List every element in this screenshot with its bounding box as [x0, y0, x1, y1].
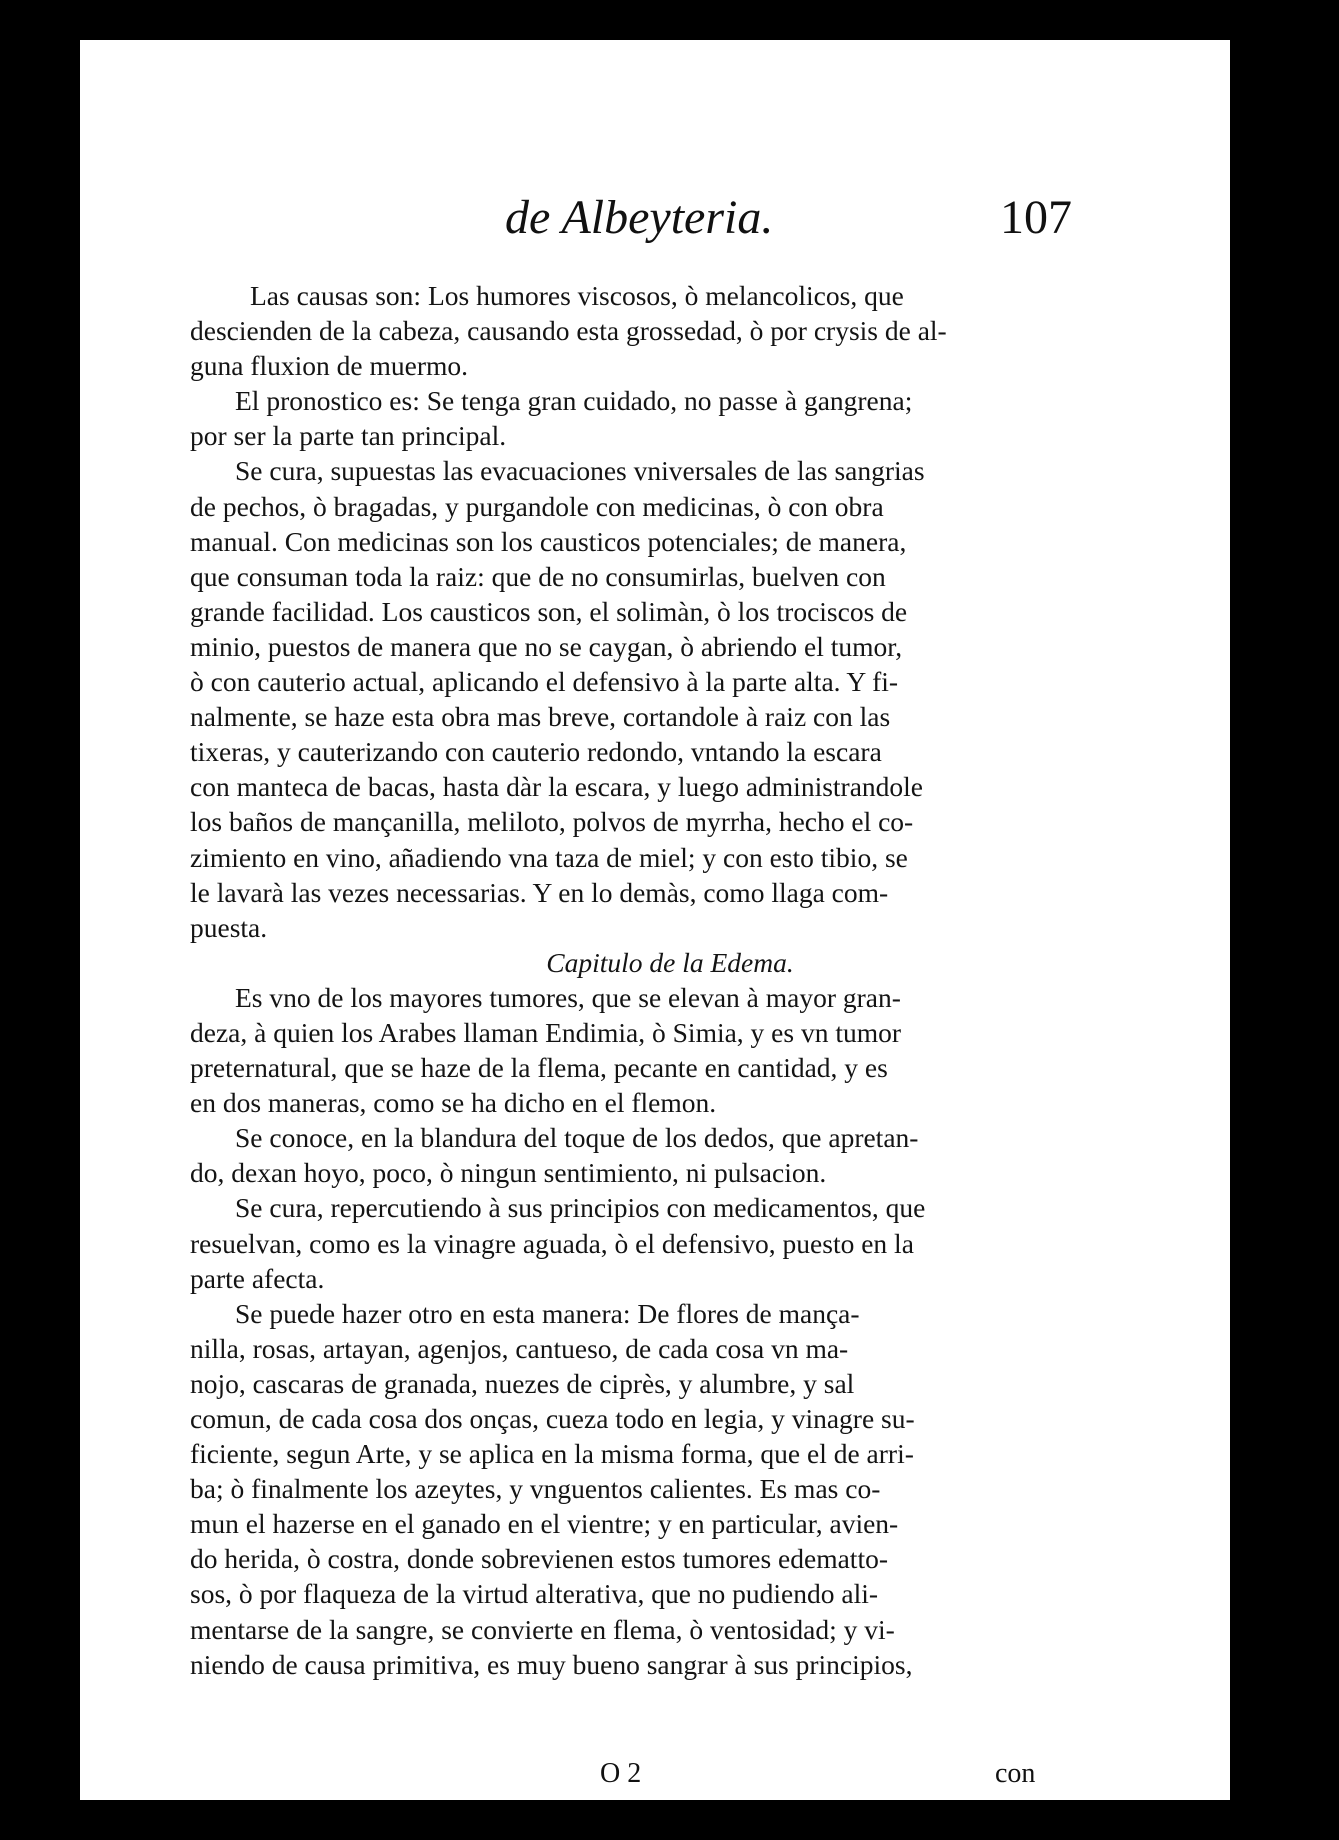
- text-line: grande facilidad. Los causticos son, el solimàn, ò los trociscos de: [190, 595, 908, 627]
- text-line: nilla, rosas, artayan, agenjos, cantueso, de cada cosa vn ma-: [190, 1332, 849, 1364]
- text-line: deza, à quien los Arabes llaman Endimia, ò Simia, y es vn tumor: [190, 1016, 902, 1048]
- chapter-heading: Capitulo de la Edema.: [546, 946, 794, 978]
- text-line: de pechos, ò bragadas, y purgandole con medicinas, ò con obra: [190, 490, 884, 522]
- text-line: do, dexan hoyo, poco, ò ningun sentimiento, ni pulsacion.: [190, 1157, 827, 1189]
- text-line: Se cura, repercutiendo à sus principios con medicamentos, que: [235, 1192, 926, 1224]
- text-line: parte afecta.: [190, 1262, 325, 1294]
- text-line: nalmente, se haze esta obra mas breve, cortandole à raiz con las: [190, 701, 891, 733]
- text-line: zimiento en vino, añadiendo vna taza de miel; y con esto tibio, se: [190, 841, 908, 873]
- text-line: mentarse de la sangre, se convierte en flema, ò ventosidad; y vi-: [190, 1613, 895, 1645]
- text-line: do herida, ò costra, donde sobrevienen estos tumores edematto-: [190, 1543, 888, 1575]
- text-line: con manteca de bacas, hasta dàr la escara, y luego administrandole: [190, 771, 924, 803]
- signature-mark: O 2: [600, 1758, 642, 1789]
- catchword: con: [995, 1758, 1036, 1789]
- text-line: guna fluxion de muermo.: [190, 350, 468, 382]
- text-line: por ser la parte tan principal.: [190, 420, 507, 452]
- body-text: [190, 278, 1150, 1682]
- page-number: 107: [1000, 191, 1072, 244]
- text-line: manual. Con medicinas son los causticos potenciales; de manera,: [190, 525, 907, 557]
- text-line: mun el hazerse en el ganado en el vientre; y en particular, avien-: [190, 1508, 899, 1540]
- text-line: ficiente, segun Arte, y se aplica en la misma forma, que el de arri-: [190, 1438, 914, 1470]
- text-line: nojo, cascaras de granada, nuezes de ciprès, y alumbre, y sal: [190, 1367, 855, 1399]
- text-line: El pronostico es: Se tenga gran cuidado, no passe à gangrena;: [235, 385, 913, 417]
- text-line: le lavarà las vezes necessarias. Y en lo demàs, como llaga com-: [190, 876, 889, 908]
- text-line: puesta.: [190, 911, 268, 943]
- text-line: los baños de mançanilla, meliloto, polvos de myrrha, hecho el co-: [190, 806, 914, 838]
- text-line: preternatural, que se haze de la flema, pecante en cantidad, y es: [190, 1052, 888, 1084]
- text-line: Las causas son: Los humores viscosos, ò melancolicos, que: [250, 280, 904, 311]
- text-line: comun, de cada cosa dos onças, cueza todo en legia, y vinagre su-: [190, 1403, 915, 1434]
- text-line: sos, ò por flaqueza de la virtud alterativa, que no pudiendo ali-: [190, 1578, 879, 1610]
- text-line: minio, puestos de manera que no se caygan, ò abriendo el tumor,: [190, 630, 903, 662]
- text-line: ò con cauterio actual, aplicando el defensivo à la parte alta. Y fi-: [190, 666, 899, 698]
- text-line: ba; ò finalmente los azeytes, y vnguentos calientes. Es mas co-: [190, 1473, 881, 1505]
- book-page: [80, 40, 1230, 1800]
- text-line: niendo de causa primitiva, es muy bueno sangrar à sus principios,: [190, 1648, 913, 1680]
- text-line: Se puede hazer otro en esta manera: De flores de mança-: [235, 1297, 860, 1329]
- text-line: tixeras, y cauterizando con cauterio redondo, vntando la escara: [190, 736, 882, 768]
- text-line: Es vno de los mayores tumores, que se elevan à mayor gran-: [235, 981, 901, 1013]
- text-line: Se conoce, en la blandura del toque de los dedos, que apretan-: [235, 1122, 919, 1154]
- text-line: que consuman toda la raiz: que de no consumirlas, buelven con: [190, 560, 886, 592]
- text-line: descienden de la cabeza, causando esta grossedad, ò por crysis de al-: [190, 315, 947, 347]
- text-line: en dos maneras, como se ha dicho en el flemon.: [190, 1087, 717, 1119]
- running-title: de Albeyteria.: [505, 191, 774, 244]
- text-line: resuelvan, como es la vinagre aguada, ò el defensivo, puesto en la: [190, 1227, 914, 1259]
- page-header: [80, 190, 1230, 270]
- text-line: Se cura, supuestas las evacuaciones vniversales de las sangrias: [235, 455, 925, 487]
